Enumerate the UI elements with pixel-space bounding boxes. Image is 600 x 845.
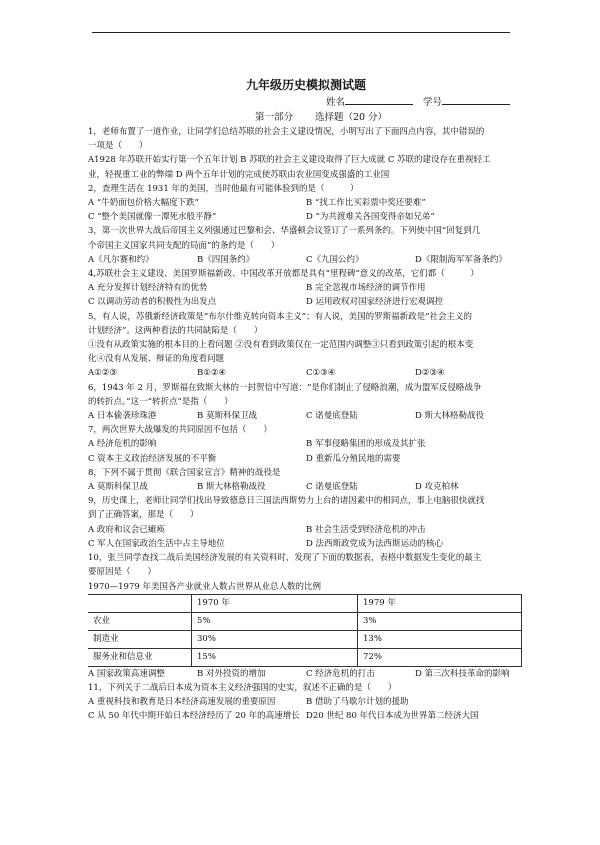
exam-content (88, 76, 524, 723)
option-b: B 对外投资的增加 (197, 668, 266, 679)
question-stem: 10，张兰同学查找二战后美国经济发展的有关资料时，发现了下面的数据表，表格中数据发生变化的最主 (88, 553, 482, 564)
header-rule (92, 32, 510, 33)
section-type: 选择题（20 分） (314, 112, 388, 123)
option-d: D20 世纪 80 年代日本成为世界第二经济大国 (306, 711, 479, 722)
student-info-line (88, 94, 524, 110)
option-d: D 攻克柏林 (415, 482, 459, 493)
question-stem: 8，下列不属于贯彻《联合国家宣言》精神的战役是 (88, 467, 281, 478)
id-blank[interactable] (442, 94, 510, 105)
option-b: B 斯大林格勒战役 (197, 482, 266, 493)
question-stem: 6，1943 年 2 月，罗斯福在致斯大林的一封贺信中写道：“是你们制止了侵略浪潮，成为盟军反侵略战争 (88, 382, 482, 393)
option-a: A 充分发挥计划经济特有的优势 (88, 283, 208, 294)
option-c: C 经济危机的打击 (306, 668, 375, 679)
section-heading (88, 110, 524, 125)
table-caption: 1970—1979 年美国各产业就业人数占世界从业总人数的比例 (88, 581, 321, 592)
question-3 (88, 224, 524, 267)
table-cell: 3% (358, 612, 522, 630)
question-7 (88, 423, 524, 466)
option-b: B 社会生活受到经济危机的冲击 (306, 524, 426, 535)
id-label: 学号 (422, 97, 442, 108)
option-a: A《凡尔赛和约》 (88, 254, 154, 265)
table-header-cell (88, 594, 192, 612)
option-d: D 法西斯政党成为法西斯运动的核心 (306, 538, 444, 549)
question-items: 化④没有从发展、辩证的角度看问题 (88, 354, 225, 365)
option-c: C 资本主义政治经济发展的不平衡 (88, 453, 217, 464)
option-b: B 借助了马歇尔计划的援助 (306, 696, 409, 707)
option-d: D②③④ (415, 368, 445, 379)
option-d: D 第三次科技革命的影响 (415, 668, 510, 679)
table-cell: 13% (358, 630, 522, 648)
option-c: C 诺曼底登陆 (306, 411, 358, 422)
question-stem: 7，两次世界大战爆发的共同原因不包括（ ） (88, 425, 272, 436)
question-stem: 2，查理生活在 1931 年的美国，当时他最有可能体验到的是（ ） (88, 183, 359, 194)
option-b: B①②④ (197, 368, 227, 379)
question-4 (88, 267, 524, 310)
question-items: ①没有从政策实施的根本目的上看问题 ②没有看到政策仅在一定范围内调整③只看到政策引起的根本变 (88, 340, 474, 351)
name-label: 姓名 (325, 97, 345, 108)
option-d: D 斯大林格勒战役 (415, 411, 485, 422)
option-a: A 政府和议会已瘫痪 (88, 524, 165, 535)
table-cell: 制造业 (88, 630, 192, 648)
question-stem: 4,苏联社会主义建设、美国罗斯福新政、中国改革开放都是具有“里程碑”意义的改革，它们都（ ） (88, 269, 479, 280)
option-a: A “牛奶面包价格大幅度下跌” (88, 198, 200, 209)
option-b: B “找工作比买彩票中奖还要难” (306, 198, 426, 209)
table-row (88, 612, 522, 630)
option-b: B 莫斯科保卫战 (197, 411, 257, 422)
question-stem: 3，第一次世界大战后帝国主义列强通过巴黎和会、华盛顿会议签订了一系列条约。下列使中国“回复到几 (88, 226, 481, 237)
option-a: A 重视科技和教育是日本经济高速发展的重要原因 (88, 696, 276, 707)
option-d: D《限制海军军备条约》 (415, 254, 507, 265)
option-a: A 经济危机的影响 (88, 439, 157, 450)
option-a: A 莫斯科保卫战 (88, 482, 148, 493)
table-cell: 5% (192, 612, 358, 630)
employment-table (88, 594, 522, 667)
question-stem: 11，下列关于二战后日本成为资本主义经济强国的史实，叙述不正确的是（ ） (88, 682, 397, 693)
section-part: 第一部分 (254, 112, 293, 123)
question-stem: 1，老师布置了一道作业，让同学们总结苏联的社会主义建设情况，小明写出了下面四点内容，其中错误的 (88, 127, 485, 137)
question-stem: 9，历史课上，老师让同学们找出导致德意日三国法西斯势力上台的诸因素中的相同点，事上电脑很快就找 (88, 496, 485, 507)
option-c: C 从 50 年代中期开始日本经济经历了 20 年的高速增长 (88, 711, 300, 722)
question-stem: 到了正确答案，那是（ ） (88, 510, 199, 521)
table-cell: 15% (192, 648, 358, 666)
option-d: D 运用政权对国家经济进行宏观调控 (306, 297, 444, 308)
question-11 (88, 681, 524, 724)
question-9 (88, 494, 524, 551)
option-b: B 军事侵略集团的形成及其扩张 (306, 439, 426, 450)
table-cell: 农业 (88, 612, 192, 630)
question-stem: 5，有人说，苏俄新经济政策是“布尔什维克转向资本主义”；有人说，美国的罗斯福新政是“社会主义的 (88, 311, 472, 322)
question-stem: 计划经济”。这两种看法的共同缺陷是（ ） (88, 325, 263, 336)
question-5 (88, 310, 524, 381)
table-row (88, 648, 522, 666)
table-cell: 30% (192, 630, 358, 648)
option-c: C 诺曼底登陆 (306, 482, 358, 493)
option-d: D “为共渡难关各国变得亲如兄弟” (306, 212, 435, 223)
option-a: A 日本偷袭珍珠港 (88, 411, 157, 422)
question-options: A1928 年苏联开始实行第一个五年计划 B 苏联的社会主义建设取得了巨大成就 C 苏联的建设存在重视轻工 (88, 155, 491, 166)
name-blank[interactable] (345, 94, 413, 105)
question-10 (88, 551, 524, 681)
option-c: C 以调动劳动者的积极性为出发点 (88, 297, 217, 308)
question-6 (88, 381, 524, 424)
table-row (88, 630, 522, 648)
question-1 (88, 125, 524, 182)
option-c: C①③④ (306, 368, 336, 379)
table-cell: 72% (358, 648, 522, 666)
question-stem: 个帝国主义国家共同支配的局面”的条约是（ ） (88, 240, 280, 251)
option-b: B《四国条约》 (197, 254, 255, 265)
table-header-row (88, 594, 522, 612)
exam-title: 九年级历史模拟测试题 (245, 78, 366, 92)
option-d: D 重新瓜分殖民地的需要 (306, 453, 401, 464)
question-stem: 要原因是（ ） (88, 567, 157, 578)
question-2 (88, 182, 524, 225)
option-a: A①②③ (88, 368, 117, 379)
question-8 (88, 466, 524, 494)
option-b: B 完全忽视市场经济的调节作用 (306, 283, 426, 294)
option-c: C《九国公约》 (306, 254, 364, 265)
table-header-cell: 1979 年 (358, 594, 522, 612)
option-c: C 军人在国家政治生活中占主导地位 (88, 538, 225, 549)
question-stem: 一项是（ ） (88, 141, 148, 152)
question-options: 业，轻视重工业的弊端 D 两个五年计划的完成使苏联由农业国变成强盛的工业国 (88, 169, 390, 180)
question-stem: 的转折点。”这一“转折点”是指（ ） (88, 396, 233, 407)
table-cell: 服务业和信息业 (88, 648, 192, 666)
option-a: A 国家政策高速调整 (88, 668, 165, 679)
table-header-cell: 1970 年 (192, 594, 358, 612)
option-c: C “整个美国就像一潭死水般平静” (88, 212, 217, 223)
